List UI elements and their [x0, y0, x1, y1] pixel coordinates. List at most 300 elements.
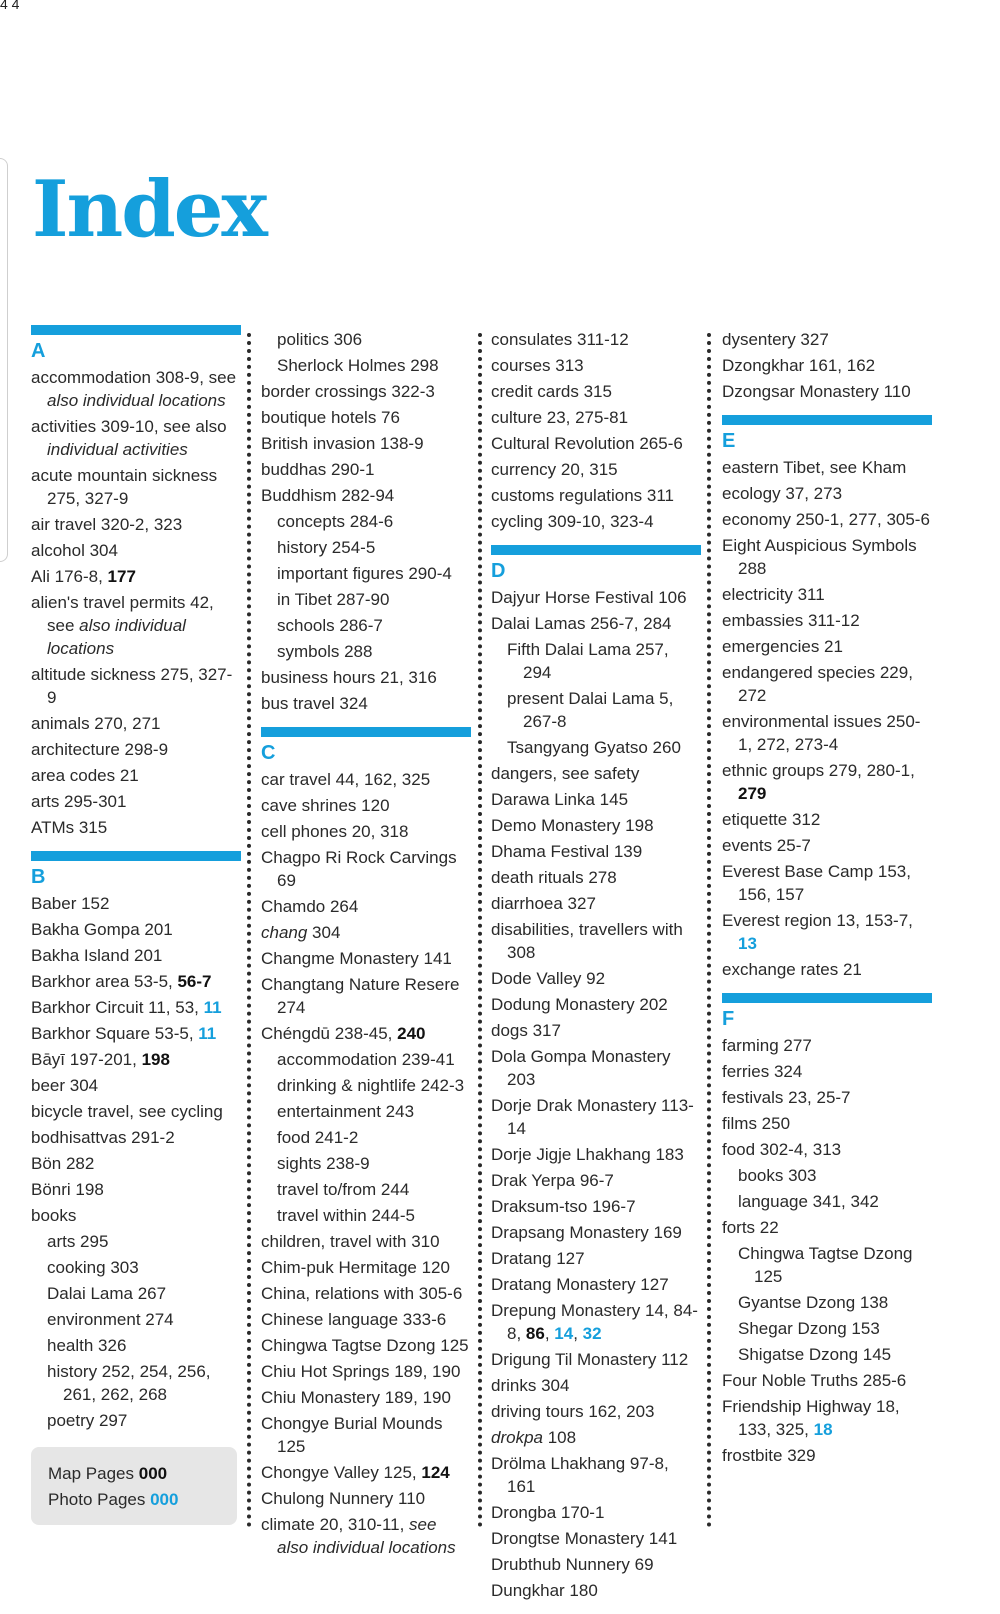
- entry-text: Drongba 170-1: [491, 1503, 605, 1522]
- index-subentry: [31, 1334, 241, 1357]
- map-page-ref: 198: [141, 1050, 170, 1069]
- section-rule: [31, 325, 241, 335]
- section-rule: [722, 993, 932, 1003]
- entry-text: entertainment 243: [277, 1102, 415, 1121]
- index-entry: [491, 484, 701, 507]
- index-section: [722, 415, 932, 981]
- photo-page-ref: 13: [738, 934, 757, 953]
- entry-text: Chiu Monastery 189, 190: [261, 1388, 451, 1407]
- index-entry: [31, 996, 241, 1019]
- entry-text: films 250: [722, 1114, 791, 1133]
- index-entry: [491, 1501, 701, 1524]
- index-entry: [491, 1579, 701, 1602]
- section-letter: B: [31, 866, 46, 888]
- index-entry: [722, 661, 932, 707]
- legend-photo-pages: [48, 1487, 237, 1513]
- index-entry: [722, 328, 932, 351]
- entry-text: Everest region 13, 153-7,: [722, 911, 913, 930]
- entry-text: Sherlock Holmes 298: [277, 356, 439, 375]
- index-section: [491, 328, 701, 533]
- index-section: [31, 851, 241, 1432]
- entry-text: health 326: [47, 1336, 127, 1355]
- entry-text: Bāyī 197-201,: [31, 1050, 142, 1069]
- index-section: [722, 993, 932, 1467]
- entry-text: Bönri 198: [31, 1180, 104, 1199]
- section-letter: A: [31, 340, 46, 362]
- legend-map-label: Map Pages: [48, 1464, 134, 1483]
- entry-text: dysentery 327: [722, 330, 829, 349]
- index-entry: [31, 513, 241, 536]
- entry-text: travel to/from 244: [277, 1180, 410, 1199]
- index-section: [722, 328, 932, 403]
- index-entry: [491, 1019, 701, 1042]
- entry-text: business hours 21, 316: [261, 668, 437, 687]
- entry-text: Chamdo 264: [261, 897, 359, 916]
- index-entry: [491, 1400, 701, 1423]
- index-entry: [491, 967, 701, 990]
- entry-text: Friendship Highway 18, 133, 325,: [722, 1397, 900, 1439]
- entry-text: etiquette 312: [722, 810, 821, 829]
- entry-text: altitude sickness 275, 327-9: [31, 665, 233, 707]
- index-entry: [722, 909, 932, 955]
- entry-text: language 341, 342: [738, 1192, 879, 1211]
- index-column-3: [491, 325, 701, 1614]
- entry-text: endangered species 229, 272: [722, 663, 913, 705]
- entry-text: Four Noble Truths 285-6: [722, 1371, 907, 1390]
- entry-text: schools 286-7: [277, 616, 383, 635]
- entry-text: culture 23, 275-81: [491, 408, 629, 427]
- entry-text: Baber 152: [31, 894, 110, 913]
- entry-text: driving tours 162, 203: [491, 1402, 655, 1421]
- index-subentry: [261, 354, 471, 377]
- entry-text: politics 306: [277, 330, 363, 349]
- index-subentry: [261, 536, 471, 559]
- index-entry: [31, 663, 241, 709]
- entry-text: forts 22: [722, 1218, 779, 1237]
- entry-text: Drepung Monastery 14, 84-8,: [491, 1301, 698, 1343]
- entry-text: chang: [261, 923, 308, 942]
- entry-text: electricity 311: [722, 585, 825, 604]
- index-subentry: [261, 614, 471, 637]
- index-entry: [722, 635, 932, 658]
- legend-photo-label: Photo Pages: [48, 1490, 146, 1509]
- entry-text: Changme Monastery 141: [261, 949, 452, 968]
- index-entry: [261, 820, 471, 843]
- index-entry: [722, 354, 932, 377]
- section-rule: [261, 727, 471, 737]
- index-subentry: [31, 1256, 241, 1279]
- index-entry: [491, 788, 701, 811]
- section-rule: [722, 415, 932, 425]
- entry-text: Dhama Festival 139: [491, 842, 643, 861]
- entry-text: 304: [307, 923, 341, 942]
- index-entry: [722, 482, 932, 505]
- index-entry: [491, 1299, 701, 1345]
- entry-text: in Tibet 287-90: [277, 590, 390, 609]
- index-entry: [491, 1348, 701, 1371]
- entry-text: Chingwa Tagtse Dzong 125: [738, 1244, 913, 1286]
- entry-text: border crossings 322-3: [261, 382, 435, 401]
- index-entry: [491, 612, 701, 635]
- entry-text: cell phones 20, 318: [261, 822, 409, 841]
- entry-text: Barkhor Circuit 11, 53,: [31, 998, 204, 1017]
- index-subentry: [722, 1343, 932, 1366]
- entry-text: Dalai Lama 267: [47, 1284, 167, 1303]
- entry-text: death rituals 278: [491, 868, 617, 887]
- map-page-ref: 240: [397, 1024, 426, 1043]
- entry-text: disabilities, travellers with 308: [491, 920, 683, 962]
- index-entry: [491, 1143, 701, 1166]
- index-entry: [491, 1374, 701, 1397]
- page-edge-tab: [0, 158, 8, 562]
- entry-text: poetry 297: [47, 1411, 128, 1430]
- entry-text: Dzongkhar 161, 162: [722, 356, 876, 375]
- map-page-ref: 86: [525, 1324, 545, 1343]
- index-entry: [261, 1334, 471, 1357]
- index-entry: [261, 1308, 471, 1331]
- index-subentry: [261, 328, 471, 351]
- index-entry: [491, 1527, 701, 1550]
- entry-text: Dorje Jigje Lhakhang 183: [491, 1145, 684, 1164]
- entry-text: present Dalai Lama 5, 267-8: [507, 689, 674, 731]
- entry-text: cooking 303: [47, 1258, 139, 1277]
- index-subentry: [722, 1164, 932, 1187]
- entry-text: Tsangyang Gyatso 260: [507, 738, 681, 757]
- index-subentry: [261, 1074, 471, 1097]
- entry-text: see also individual locations: [277, 1515, 456, 1557]
- entry-text: books: [31, 1206, 77, 1225]
- entry-text: ethnic groups 279, 280-1,: [722, 761, 915, 780]
- column-divider: [707, 333, 711, 1528]
- entry-text: environmental issues 250-1, 272, 273-4: [722, 712, 921, 754]
- entry-text: Bakha Gompa 201: [31, 920, 173, 939]
- index-entry: [31, 1152, 241, 1175]
- index-section: [261, 328, 471, 715]
- index-entry: [491, 1221, 701, 1244]
- entry-text: Drapsang Monastery 169: [491, 1223, 682, 1242]
- index-entry: [261, 794, 471, 817]
- entry-text: Chéngdū 238-45,: [261, 1024, 398, 1043]
- index-entry: [722, 1216, 932, 1239]
- index-entry: [722, 1112, 932, 1135]
- index-entry: [261, 846, 471, 892]
- index-entry: [31, 764, 241, 787]
- entry-text: customs regulations 311: [491, 486, 675, 505]
- index-section: [31, 325, 241, 839]
- entry-text: China, relations with 305-6: [261, 1284, 463, 1303]
- index-entry: [491, 406, 701, 429]
- entry-text: Ali 176-8,: [31, 567, 108, 586]
- index-subentry: [261, 1204, 471, 1227]
- entry-text: ecology 37, 273: [722, 484, 843, 503]
- entry-text: climate 20, 310-11,: [261, 1515, 410, 1534]
- entry-text: Chiu Hot Springs 189, 190: [261, 1362, 461, 1381]
- entry-text: alcohol 304: [31, 541, 118, 560]
- index-entry: [261, 458, 471, 481]
- entry-text: bodhisattvas 291-2: [31, 1128, 175, 1147]
- index-entry: [31, 892, 241, 915]
- entry-text: ferries 324: [722, 1062, 803, 1081]
- entry-text: Drölma Lhakhang 97-8, 161: [491, 1454, 669, 1496]
- entry-text: car travel 44, 162, 325: [261, 770, 431, 789]
- entry-text: drokpa: [491, 1428, 543, 1447]
- entry-text: exchange rates 21: [722, 960, 862, 979]
- index-entry: [31, 1204, 241, 1227]
- entry-text: sights 238-9: [277, 1154, 370, 1173]
- entry-text: Chongye Burial Mounds 125: [261, 1414, 443, 1456]
- entry-text: Demo Monastery 198: [491, 816, 654, 835]
- entry-text: environment 274: [47, 1310, 174, 1329]
- index-entry: [31, 918, 241, 941]
- index-entry: [261, 1022, 471, 1045]
- index-entry: [261, 1487, 471, 1510]
- index-subentry: [261, 1100, 471, 1123]
- entry-text: Dajyur Horse Festival 106: [491, 588, 687, 607]
- entry-text: boutique hotels 76: [261, 408, 400, 427]
- entry-text: ,: [573, 1324, 583, 1343]
- index-subentry: [491, 736, 701, 759]
- index-entry: [31, 539, 241, 562]
- index-entry: [261, 406, 471, 429]
- index-entry: [722, 1444, 932, 1467]
- entry-text: courses 313: [491, 356, 584, 375]
- entry-text: food 302-4, 313: [722, 1140, 842, 1159]
- photo-page-ref: 32: [582, 1324, 602, 1343]
- entry-text: food 241-2: [277, 1128, 359, 1147]
- index-subentry: [31, 1282, 241, 1305]
- index-entry: [722, 534, 932, 580]
- index-subentry: [261, 1178, 471, 1201]
- index-entry: [491, 1452, 701, 1498]
- section-rule: [31, 851, 241, 861]
- index-entry: [261, 1513, 471, 1559]
- index-entry: [261, 1461, 471, 1484]
- index-subentry: [261, 562, 471, 585]
- index-entry: [722, 1060, 932, 1083]
- entry-text: Buddhism 282-94: [261, 486, 395, 505]
- entry-text: Dungkhar 180: [491, 1581, 598, 1600]
- index-section: [491, 545, 701, 1602]
- entry-text: Dzongsar Monastery 110: [722, 382, 911, 401]
- entry-text: also individual locations: [47, 391, 226, 410]
- entry-text: Chongye Valley 125,: [261, 1463, 422, 1482]
- entry-text: Darawa Linka 145: [491, 790, 629, 809]
- entry-text: dangers, see safety: [491, 764, 640, 783]
- map-page-ref: 56-7: [177, 972, 212, 991]
- index-subentry: [261, 1126, 471, 1149]
- entry-text: bicycle travel, see cycling: [31, 1102, 223, 1121]
- index-entry: [491, 380, 701, 403]
- entry-text: Barkhor Square 53-5,: [31, 1024, 199, 1043]
- index-section: [261, 727, 471, 1559]
- section-letter: F: [722, 1008, 735, 1030]
- index-entry: [491, 1195, 701, 1218]
- index-entry: [31, 591, 241, 660]
- entry-text: ,: [544, 1324, 555, 1343]
- entry-text: air travel 320-2, 323: [31, 515, 183, 534]
- photo-page-ref: 11: [198, 1024, 217, 1043]
- entry-text: Changtang Nature Resere 274: [261, 975, 460, 1017]
- index-entry: [31, 738, 241, 761]
- section-letter: E: [722, 430, 736, 452]
- index-column-1: [31, 325, 241, 1444]
- entry-text: Chingwa Tagtse Dzong 125: [261, 1336, 469, 1355]
- entry-text: events 25-7: [722, 836, 811, 855]
- map-page-ref: 279: [738, 784, 767, 803]
- entry-text: Dalai Lamas 256-7, 284: [491, 614, 672, 633]
- column-divider: [478, 333, 482, 1528]
- entry-text: arts 295-301: [31, 792, 127, 811]
- entry-text: beer 304: [31, 1076, 99, 1095]
- index-subentry: [722, 1190, 932, 1213]
- index-entry: [261, 973, 471, 1019]
- index-entry: [491, 354, 701, 377]
- index-entry: [261, 1230, 471, 1253]
- entry-text: 108: [542, 1428, 577, 1447]
- index-entry: [722, 1138, 932, 1161]
- index-subentry: [261, 1152, 471, 1175]
- index-entry: [491, 762, 701, 785]
- entry-text: Everest Base Camp 153, 156, 157: [722, 862, 911, 904]
- index-entry: [31, 970, 241, 993]
- entry-text: currency 20, 315: [491, 460, 618, 479]
- entry-text: acute mountain sickness 275, 327-9: [31, 466, 218, 508]
- index-entry: [261, 921, 471, 944]
- entry-text: Draksum-tso 196-7: [491, 1197, 636, 1216]
- entry-text: Dratang Monastery 127: [491, 1275, 669, 1294]
- entry-text: ATMs 315: [31, 818, 108, 837]
- index-entry: [31, 816, 241, 839]
- entry-text: cave shrines 120: [261, 796, 390, 815]
- index-entry: [31, 366, 241, 412]
- entry-text: Barkhor area 53-5,: [31, 972, 178, 991]
- photo-page-ref: 18: [813, 1420, 833, 1439]
- index-entry: [722, 508, 932, 531]
- index-entry: [491, 1273, 701, 1296]
- map-page-ref: 124: [421, 1463, 450, 1482]
- index-entry: [491, 1426, 701, 1449]
- photo-page-ref: 11: [203, 998, 222, 1017]
- index-entry: [31, 1100, 241, 1123]
- entry-text: individual activities: [47, 440, 188, 459]
- section-rule: [491, 545, 701, 555]
- index-entry: [261, 1256, 471, 1279]
- index-subentry: [31, 1360, 241, 1406]
- index-entry: [491, 1094, 701, 1140]
- entry-text: embassies 311-12: [722, 611, 860, 630]
- index-entry: [722, 759, 932, 805]
- entry-text: activities 309-10, see also: [31, 417, 227, 436]
- index-entry: [261, 768, 471, 791]
- index-subentry: [261, 588, 471, 611]
- index-subentry: [491, 638, 701, 684]
- index-entry: [31, 1126, 241, 1149]
- entry-text: accommodation 239-41: [277, 1050, 455, 1069]
- entry-text: Drubthub Nunnery 69: [491, 1555, 654, 1574]
- entry-text: Bakha Island 201: [31, 946, 163, 965]
- index-entry: [722, 1395, 932, 1441]
- entry-text: accommodation 308-9, see: [31, 368, 237, 387]
- entry-text: Shegar Dzong 153: [738, 1319, 880, 1338]
- index-entry: [722, 808, 932, 831]
- photo-page-ref: 14: [554, 1324, 574, 1343]
- index-columns: [31, 325, 931, 1600]
- index-entry: [491, 892, 701, 915]
- entry-text: drinks 304: [491, 1376, 570, 1395]
- index-entry: [31, 415, 241, 461]
- map-page-ref: 177: [107, 567, 136, 586]
- section-letter: C: [261, 742, 276, 764]
- entry-text: Fifth Dalai Lama 257, 294: [507, 640, 669, 682]
- entry-text: credit cards 315: [491, 382, 612, 401]
- entry-text: farming 277: [722, 1036, 812, 1055]
- section-letter: D: [491, 560, 506, 582]
- entry-text: Drongtse Monastery 141: [491, 1529, 678, 1548]
- entry-text: children, travel with 310: [261, 1232, 440, 1251]
- entry-text: drinking & nightlife 242-3: [277, 1076, 465, 1095]
- index-entry: [31, 1074, 241, 1097]
- entry-text: bus travel 324: [261, 694, 368, 713]
- index-entry: [491, 328, 701, 351]
- index-entry: [722, 1086, 932, 1109]
- index-entry: [491, 918, 701, 964]
- entry-text: Chinese language 333-6: [261, 1310, 447, 1329]
- index-entry: [261, 432, 471, 455]
- index-entry: [491, 458, 701, 481]
- entry-text: area codes 21: [31, 766, 139, 785]
- entry-text: eastern Tibet, see Kham: [722, 458, 907, 477]
- index-entry: [31, 565, 241, 588]
- page-legend: [31, 1447, 237, 1525]
- entry-text: Dratang 127: [491, 1249, 585, 1268]
- index-entry: [722, 456, 932, 479]
- entry-text: dogs 317: [491, 1021, 561, 1040]
- entry-text: Dode Valley 92: [491, 969, 606, 988]
- entry-text: Eight Auspicious Symbols 288: [722, 536, 917, 578]
- entry-text: emergencies 21: [722, 637, 843, 656]
- index-entry: [722, 834, 932, 857]
- entry-text: history 252, 254, 256, 261, 262, 268: [47, 1362, 211, 1404]
- index-subentry: [722, 1317, 932, 1340]
- entry-text: diarrhoea 327: [491, 894, 596, 913]
- entry-text: Drigung Til Monastery 112: [491, 1350, 689, 1369]
- entry-text: Dorje Drak Monastery 113-14: [491, 1096, 694, 1138]
- entry-text: economy 250-1, 277, 305-6: [722, 510, 930, 529]
- index-subentry: [31, 1409, 241, 1432]
- entry-text: arts 295: [47, 1232, 109, 1251]
- index-entry: [31, 712, 241, 735]
- entry-text: British invasion 138-9: [261, 434, 424, 453]
- index-subentry: [261, 640, 471, 663]
- index-entry: [722, 1034, 932, 1057]
- entry-text: alien's travel permits 42, see: [31, 593, 214, 635]
- entry-text: Gyantse Dzong 138: [738, 1293, 889, 1312]
- index-entry: [491, 866, 701, 889]
- index-entry: [261, 380, 471, 403]
- legend-photo-value: 000: [150, 1490, 179, 1509]
- entry-text: frostbite 329: [722, 1446, 816, 1465]
- entry-text: travel within 244-5: [277, 1206, 415, 1225]
- index-entry: [31, 1048, 241, 1071]
- entry-text: animals 270, 271: [31, 714, 161, 733]
- entry-text: Chulong Nunnery 110: [261, 1489, 426, 1508]
- index-column-4: [722, 325, 932, 1479]
- entry-text: consulates 311-12: [491, 330, 629, 349]
- entry-text: important figures 290-4: [277, 564, 452, 583]
- entry-text: Drak Yerpa 96-7: [491, 1171, 614, 1190]
- index-column-2: [261, 325, 471, 1571]
- page-number-corner: 4 4: [0, 0, 20, 12]
